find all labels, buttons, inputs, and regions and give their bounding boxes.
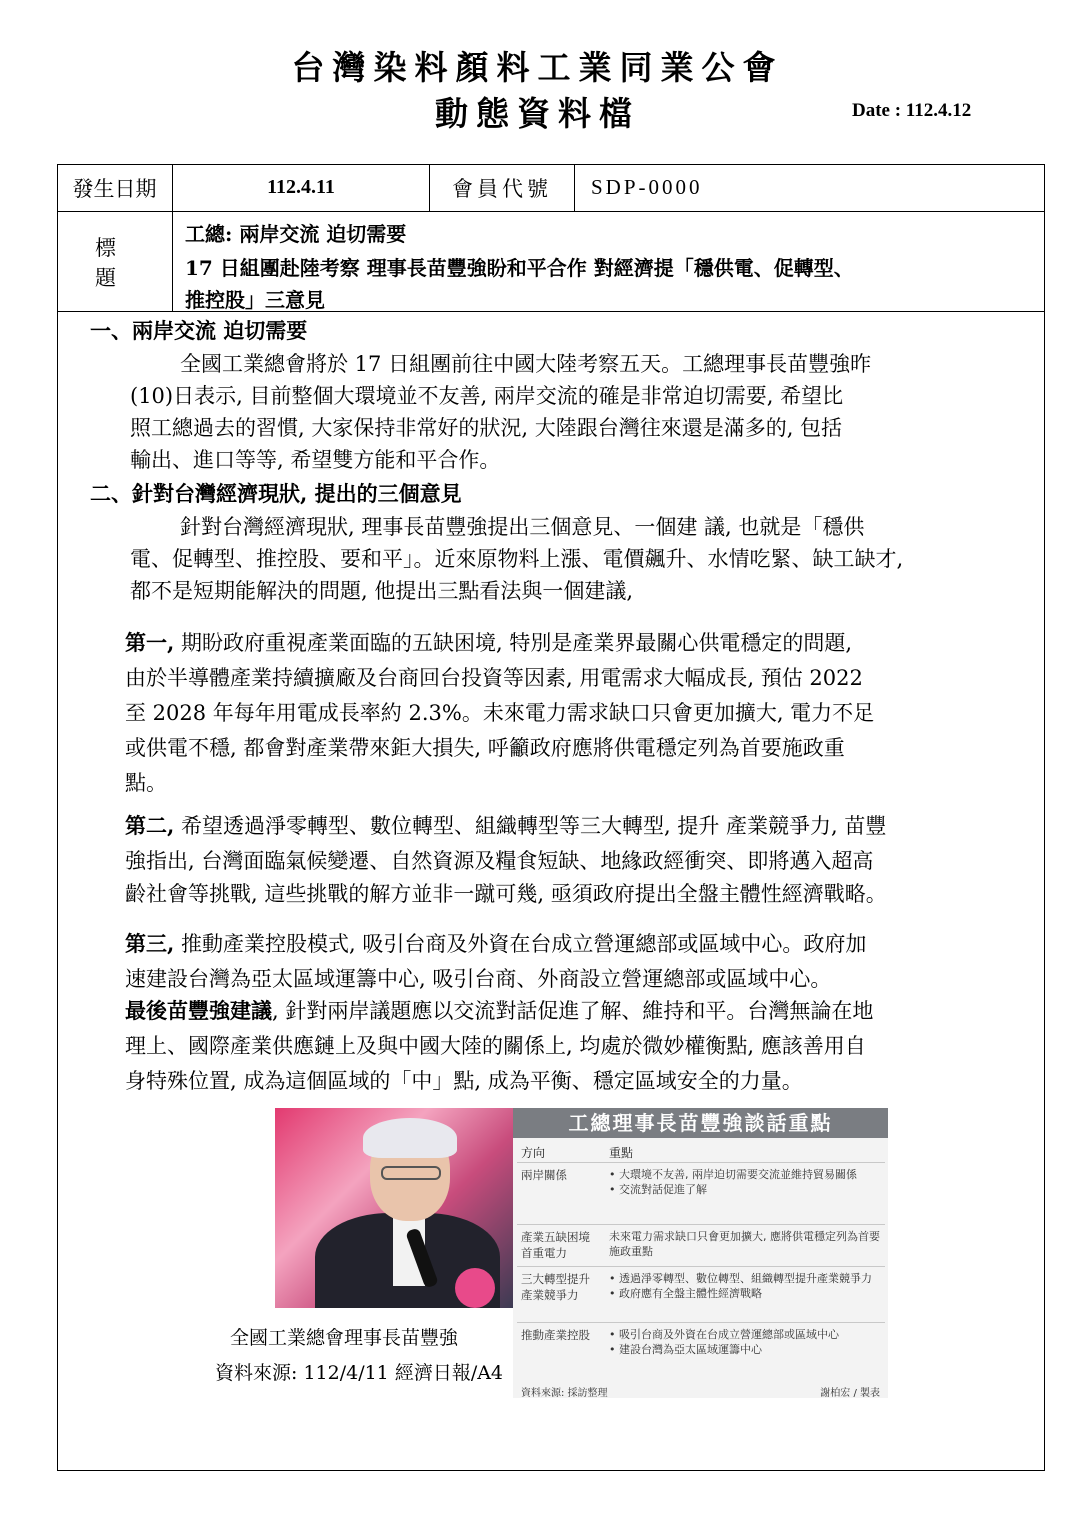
- issue-date: Date : 112.4.12: [852, 100, 972, 121]
- infobox-row-value: • 吸引台商及外資在台成立營運總部或區域中心 • 建設台灣為亞太區域運籌中心: [609, 1328, 839, 1356]
- infobox-footer-source: 資料來源: 採訪整理: [521, 1388, 608, 1399]
- point-1-line: 點。: [125, 771, 167, 795]
- point-4-lead: 最後苗豐強建議: [125, 998, 272, 1023]
- photo-caption: 全國工業總會理事長苗豐強: [230, 1327, 459, 1349]
- infobox-row-label: 三大轉型提升產業競爭力: [521, 1272, 590, 1302]
- point-4-line: 理上、國際產業供應鏈上及與中國大陸的關係上, 均處於微妙權衡點, 應該善用自: [125, 1034, 866, 1058]
- section-1-line: 輸出、進口等等, 希望雙方能和平合作。: [130, 448, 501, 472]
- photo-glasses: [381, 1166, 441, 1180]
- org-title: 台灣染料顏料工業同業公會: [291, 48, 784, 87]
- section-2-heading: 二、針對台灣經濟現狀, 提出的三個意見: [90, 481, 462, 506]
- point-1-line: [125, 627, 852, 659]
- point-2-line: 齡社會等挑戰, 這些挑戰的解方並非一蹴可幾, 亟須政府提出全盤主體性經濟戰略。: [125, 882, 887, 906]
- infobox-row-label: 產業五缺困境首重電力: [521, 1230, 590, 1260]
- point-2-text: 希望透過淨零轉型、數位轉型、組織轉型等三大轉型, 提升 產業競爭力, 苗豐: [174, 814, 887, 838]
- point-3-line: [125, 928, 866, 960]
- infobox-row: [517, 1266, 885, 1323]
- infobox-row: [517, 1162, 885, 1225]
- title-line-2: 17 日組團赴陸考察 理事長苗豐強盼和平合作 對經濟提「穩供電、促轉型、: [185, 256, 854, 280]
- infobox-row: [517, 1224, 885, 1267]
- title-row: [57, 212, 1045, 312]
- point-1-line: 至 2028 年每年用電成長率約 2.3%。未來電力需求缺口只會更加擴大, 電力不足: [125, 701, 875, 725]
- document-title: 動態資料檔: [435, 94, 640, 133]
- point-2-line: [125, 810, 886, 842]
- section-2-line: 針對台灣經濟現狀, 理事長苗豐強提出三個意見、一個建 議, 也就是「穩供: [180, 515, 865, 539]
- section-1-line: (10)日表示, 目前整個大環境並不友善, 兩岸交流的確是非常迫切需要, 希望比: [130, 384, 844, 408]
- title-line-1: 工總: 兩岸交流 迫切需要: [185, 222, 407, 246]
- infobox-row-label: 推動產業控股: [521, 1328, 590, 1342]
- section-2-line: 電、促轉型、推控股、要和平」。近來原物料上漲、電價飆升、水情吃緊、缺工缺才,: [130, 547, 904, 571]
- title-line-3: 推控股」三意見: [185, 288, 325, 312]
- date-label: 發生日期: [57, 164, 173, 211]
- header-row: [57, 164, 1045, 212]
- title-label: 標題: [57, 212, 173, 311]
- point-2-line: 強指出, 台灣面臨氣候變遷、自然資源及糧食短缺、地緣政經衝突、即將邁入超高: [125, 849, 874, 873]
- infobox-title: 工總理事長苗豐強談話重點: [513, 1108, 888, 1138]
- section-1-line: 全國工業總會將於 17 日組團前往中國大陸考察五天。工總理事長苗豐強昨: [180, 352, 872, 376]
- point-3-line: 速建設台灣為亞太區域運籌中心, 吸引台商、外商設立營運總部或區域中心。: [125, 967, 832, 991]
- infobox-col-points: 重點: [609, 1146, 634, 1160]
- section-1-line: 照工總過去的習慣, 大家保持非常好的狀況, 大陸跟台灣往來還是滿多的, 包括: [130, 416, 843, 440]
- section-2-line: 都不是短期能解決的問題, 他提出三點看法與一個建議,: [130, 579, 634, 603]
- date-value: 112.4.11: [173, 164, 430, 211]
- point-3-text: 推動產業控股模式, 吸引台商及外資在台成立營運總部或區域中心。政府加: [174, 932, 867, 956]
- infobox-row-value: 未來電力需求缺口只會更加擴大, 應將供電穩定列為首要施政重點: [609, 1230, 880, 1258]
- point-2-lead: 第二,: [125, 813, 175, 838]
- member-value: SDP-0000: [591, 175, 703, 199]
- point-1-line: 或供電不穩, 都會對產業帶來鉅大損失, 呼籲政府應將供電穩定列為首要施政重: [125, 736, 845, 760]
- infobox-row-value: • 大環境不友善, 兩岸迫切需要交流並維持貿易關係 • 交流對話促進了解: [609, 1168, 857, 1196]
- talking-points-infobox: [513, 1108, 888, 1398]
- infobox-col-direction: 方向: [521, 1146, 546, 1160]
- point-1-text: 期盼政府重視產業面臨的五缺困境, 特別是產業界最關心供電穩定的問題,: [174, 631, 853, 655]
- point-4-line: 身特殊位置, 成為這個區域的「中」點, 成為平衡、穩定區域安全的力量。: [125, 1069, 803, 1093]
- photo-hair: [363, 1118, 457, 1158]
- point-3-lead: 第三,: [125, 931, 175, 956]
- point-4-text: , 針對兩岸議題應以交流對話促進了解、維持和平。台灣無論在地: [272, 999, 874, 1023]
- source-note: 資料來源: 112/4/11 經濟日報/A4: [215, 1362, 504, 1384]
- section-1-heading: 一、兩岸交流 迫切需要: [90, 318, 308, 343]
- member-label: 會員代號: [430, 164, 575, 211]
- infobox-row: [517, 1322, 885, 1379]
- infobox-row-value: • 透過淨零轉型、數位轉型、組織轉型提升產業競爭力 • 政府應有全盤主體性經濟戰略: [609, 1272, 872, 1300]
- infobox-footer-credit: 謝柏宏 / 製表: [820, 1388, 880, 1399]
- flower-corsage: [455, 1268, 495, 1308]
- chairman-photo: [275, 1108, 515, 1308]
- infobox-row-label: 兩岸關係: [521, 1168, 567, 1182]
- point-1-lead: 第一,: [125, 630, 175, 655]
- point-1-line: 由於半導體產業持續擴廠及台商回台投資等因素, 用電需求大幅成長, 預估 2022: [125, 666, 863, 690]
- point-4-line: [125, 995, 873, 1027]
